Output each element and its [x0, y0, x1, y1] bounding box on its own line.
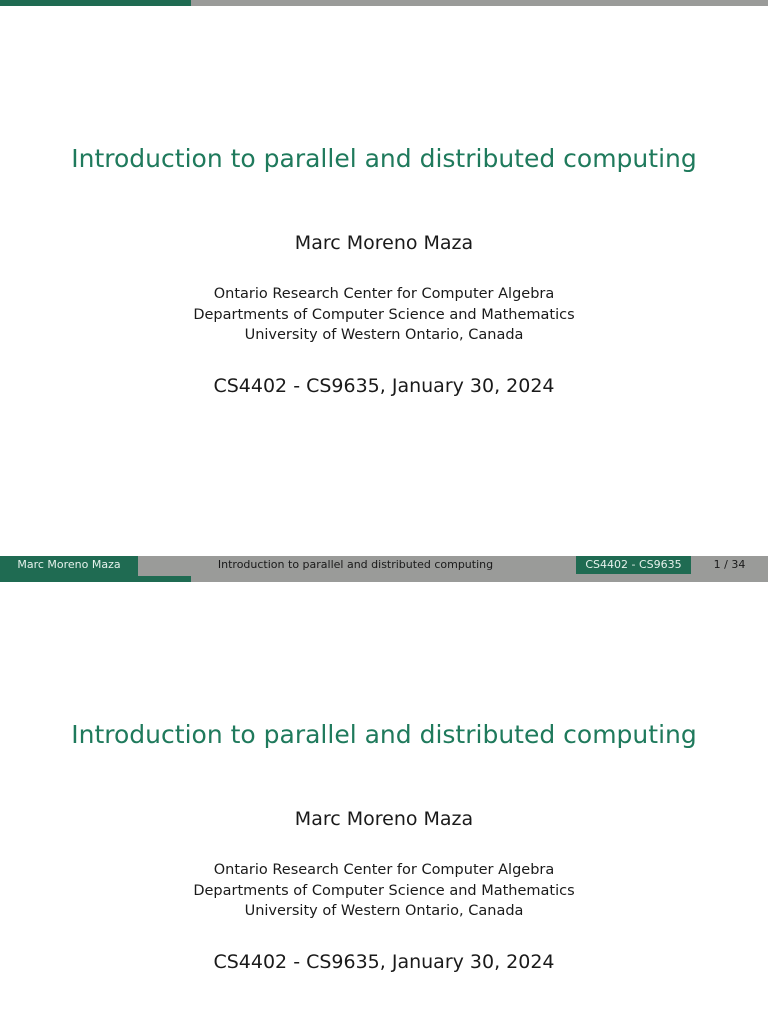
institution-block: [0, 860, 768, 922]
author-name: Marc Moreno Maza: [294, 808, 474, 830]
slide-title: Introduction to parallel and distributed computing: [71, 144, 697, 173]
progress-bar-fill: [0, 0, 191, 6]
footer-author: Marc Moreno Maza: [0, 556, 138, 576]
institution-line: Ontario Research Center for Computer Algebra: [213, 862, 555, 878]
slide-2: [0, 576, 768, 1024]
institution-line: Ontario Research Center for Computer Algebra: [213, 286, 555, 302]
progress-bar: [0, 576, 768, 582]
institution-block: [0, 284, 768, 346]
footer-title: Introduction to parallel and distributed computing: [217, 558, 494, 571]
progress-bar: [0, 0, 768, 6]
institution-line: Departments of Computer Science and Mathematics: [193, 306, 575, 323]
author-name: Marc Moreno Maza: [294, 232, 474, 254]
institution-line: University of Western Ontario, Canada: [244, 903, 524, 919]
slide-title: Introduction to parallel and distributed computing: [71, 720, 697, 749]
institution-line: Departments of Computer Science and Mathematics: [193, 882, 575, 899]
progress-bar-fill: [0, 576, 191, 582]
footer-bar: [0, 556, 768, 576]
course-date: CS4402 - CS9635, January 30, 2024: [213, 951, 555, 973]
course-date: CS4402 - CS9635, January 30, 2024: [213, 375, 555, 397]
footer-course: CS4402 - CS9635: [576, 556, 691, 574]
institution-line: University of Western Ontario, Canada: [244, 327, 524, 343]
footer-page-number: 1 / 34: [713, 558, 746, 571]
